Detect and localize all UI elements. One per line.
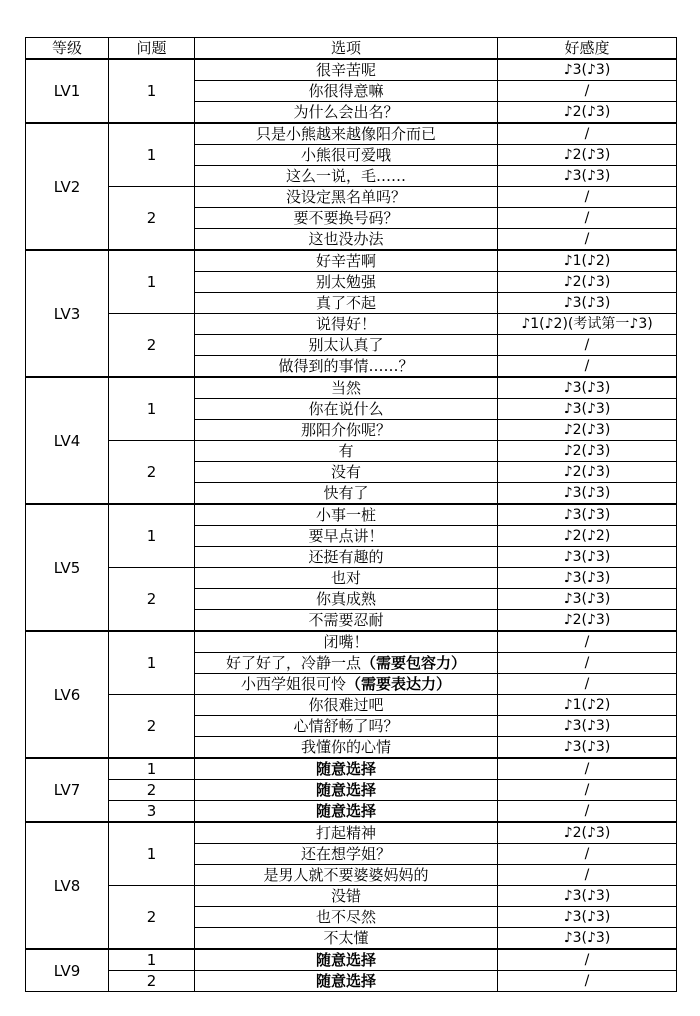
affection-cell: ♪3(♪3) [498, 399, 677, 420]
table-row [26, 187, 677, 208]
option-text: 小西学姐很可怜 [240, 675, 346, 693]
option-cell [195, 971, 498, 992]
affection-cell: ♪3(♪3) [498, 928, 677, 950]
option-cell [195, 526, 498, 547]
affection-cell: ♪3(♪3) [498, 737, 677, 759]
option-text: 不需要忍耐 [308, 611, 384, 629]
affection-cell: ♪2(♪3) [498, 441, 677, 462]
option-text: 没设定黑名单吗？ [285, 188, 406, 206]
option-text: 闭嘴！ [323, 633, 369, 651]
table-row [26, 695, 677, 716]
option-cell [195, 250, 498, 272]
option-cell [195, 589, 498, 610]
option-text: 打起精神 [315, 824, 376, 842]
affection-cell: ♪2(♪3) [498, 145, 677, 166]
option-cell [195, 865, 498, 886]
level-group [26, 631, 677, 758]
question-cell: 2 [109, 780, 195, 801]
affection-cell: ♪3(♪3) [498, 59, 677, 81]
option-cell [195, 102, 498, 124]
option-cell [195, 59, 498, 81]
option-cell [195, 145, 498, 166]
option-note: 随意选择 [315, 760, 376, 778]
table-row [26, 314, 677, 335]
header-row [26, 38, 677, 60]
affection-cell: / [498, 949, 677, 971]
level-cell: LV3 [26, 250, 109, 377]
question-cell: 2 [109, 695, 195, 759]
level-group [26, 504, 677, 631]
level-group [26, 59, 677, 123]
table-row [26, 504, 677, 526]
level-cell: LV1 [26, 59, 109, 123]
level-cell: LV9 [26, 949, 109, 992]
option-cell [195, 441, 498, 462]
header-option: 选项 [195, 38, 498, 60]
option-cell [195, 758, 498, 780]
option-text: 要不要换号码？ [293, 209, 399, 227]
affection-cell: / [498, 844, 677, 865]
affection-cell: ♪3(♪3) [498, 716, 677, 737]
affection-cell: / [498, 123, 677, 145]
option-text: 很辛苦呢 [315, 61, 376, 79]
option-note: 随意选择 [315, 802, 376, 820]
question-cell: 2 [109, 568, 195, 632]
question-cell: 3 [109, 801, 195, 823]
option-cell [195, 187, 498, 208]
option-cell [195, 844, 498, 865]
question-cell: 1 [109, 250, 195, 314]
option-text: 不太懂 [323, 929, 369, 947]
level-cell: LV6 [26, 631, 109, 758]
option-text: 有 [338, 442, 354, 460]
affection-cell: / [498, 780, 677, 801]
table-row [26, 631, 677, 653]
option-text: 你在说什么 [308, 400, 384, 418]
option-note: 随意选择 [315, 781, 376, 799]
affection-cell: ♪2(♪3) [498, 462, 677, 483]
option-text: 你很得意嘛 [308, 82, 384, 100]
option-text: 做得到的事情……？ [278, 357, 414, 375]
option-cell [195, 208, 498, 229]
option-cell [195, 653, 498, 674]
option-note: （需要包容力） [361, 654, 467, 672]
question-cell: 2 [109, 187, 195, 251]
option-cell [195, 737, 498, 759]
option-cell [195, 229, 498, 251]
option-note: 随意选择 [315, 951, 376, 969]
option-cell [195, 81, 498, 102]
affection-cell: ♪2(♪3) [498, 272, 677, 293]
question-cell: 1 [109, 59, 195, 123]
header-level: 等级 [26, 38, 109, 60]
option-cell [195, 949, 498, 971]
option-cell [195, 123, 498, 145]
option-text: 也不尽然 [315, 908, 376, 926]
table-row [26, 822, 677, 844]
level-cell: LV7 [26, 758, 109, 822]
option-cell [195, 780, 498, 801]
table-row [26, 250, 677, 272]
option-cell [195, 568, 498, 589]
option-cell [195, 504, 498, 526]
table-row [26, 758, 677, 780]
option-cell [195, 547, 498, 568]
option-cell [195, 483, 498, 505]
option-cell [195, 822, 498, 844]
table-row [26, 971, 677, 992]
question-cell: 1 [109, 377, 195, 441]
option-text: 小事一桩 [315, 506, 376, 524]
option-text: 只是小熊越来越像阳介而已 [255, 125, 436, 143]
table-row [26, 949, 677, 971]
option-text: 好辛苦啊 [315, 252, 376, 270]
level-group [26, 822, 677, 949]
table-row [26, 780, 677, 801]
option-text: 那阳介你呢？ [300, 421, 391, 439]
option-cell [195, 420, 498, 441]
option-text: 我懂你的心情 [300, 738, 391, 756]
affection-cell: ♪1(♪2) [498, 695, 677, 716]
option-cell [195, 928, 498, 950]
option-text: 是男人就不要婆婆妈妈的 [263, 866, 429, 884]
option-text: 你真成熟 [315, 590, 376, 608]
affection-cell: / [498, 631, 677, 653]
header-affection: 好感度 [498, 38, 677, 60]
affection-cell: ♪3(♪3) [498, 568, 677, 589]
affection-cell: / [498, 971, 677, 992]
option-text: 真了不起 [315, 294, 376, 312]
option-text: 没有 [330, 463, 361, 481]
affection-cell: ♪2(♪3) [498, 102, 677, 124]
option-note: （需要表达力） [346, 675, 452, 693]
option-cell [195, 399, 498, 420]
question-cell: 1 [109, 504, 195, 568]
option-cell [195, 293, 498, 314]
table-row [26, 441, 677, 462]
affection-cell: / [498, 81, 677, 102]
affection-cell: ♪3(♪3) [498, 377, 677, 399]
header-question: 问题 [109, 38, 195, 60]
affection-table [25, 37, 677, 992]
affection-cell: ♪3(♪3) [498, 886, 677, 907]
option-cell [195, 462, 498, 483]
option-text: 要早点讲！ [308, 527, 384, 545]
option-cell [195, 272, 498, 293]
affection-cell: ♪3(♪3) [498, 293, 677, 314]
table-row [26, 59, 677, 81]
option-cell [195, 886, 498, 907]
level-cell: LV4 [26, 377, 109, 504]
option-cell [195, 356, 498, 378]
level-group [26, 377, 677, 504]
option-cell [195, 166, 498, 187]
option-note: 随意选择 [315, 972, 376, 990]
affection-cell: ♪3(♪3) [498, 483, 677, 505]
option-text: 心情舒畅了吗？ [293, 717, 399, 735]
option-text: 别太勉强 [315, 273, 376, 291]
option-text: 也对 [330, 569, 361, 587]
option-text: 还挺有趣的 [308, 548, 384, 566]
affection-cell: / [498, 801, 677, 823]
affection-cell: ♪1(♪2)(考试第一♪3) [498, 314, 677, 335]
option-cell [195, 610, 498, 632]
question-cell: 2 [109, 971, 195, 992]
affection-cell: / [498, 674, 677, 695]
option-cell [195, 674, 498, 695]
option-cell [195, 377, 498, 399]
option-text: 这也没办法 [308, 230, 384, 248]
level-group [26, 758, 677, 822]
option-text: 小熊很可爱哦 [300, 146, 391, 164]
table-row [26, 801, 677, 823]
option-cell [195, 314, 498, 335]
affection-cell: ♪2(♪3) [498, 822, 677, 844]
question-cell: 2 [109, 441, 195, 505]
affection-cell: ♪3(♪3) [498, 547, 677, 568]
option-cell [195, 631, 498, 653]
option-text: 别太认真了 [308, 336, 384, 354]
table-row [26, 568, 677, 589]
level-cell: LV5 [26, 504, 109, 631]
affection-cell: / [498, 653, 677, 674]
option-text: 说得好！ [315, 315, 376, 333]
level-group [26, 123, 677, 250]
affection-cell: ♪2(♪3) [498, 610, 677, 632]
table-row [26, 123, 677, 145]
question-cell: 2 [109, 314, 195, 378]
level-group [26, 949, 677, 992]
level-cell: LV2 [26, 123, 109, 250]
option-cell [195, 716, 498, 737]
option-text: 没错 [330, 887, 361, 905]
affection-cell: / [498, 208, 677, 229]
question-cell: 1 [109, 822, 195, 886]
affection-cell: ♪3(♪3) [498, 504, 677, 526]
option-text: 当然 [330, 379, 361, 397]
affection-cell: ♪3(♪3) [498, 907, 677, 928]
affection-cell: / [498, 187, 677, 208]
table-row [26, 886, 677, 907]
option-cell [195, 907, 498, 928]
question-cell: 1 [109, 631, 195, 695]
option-cell [195, 801, 498, 823]
question-cell: 1 [109, 949, 195, 971]
option-text: 这么一说，毛…… [285, 167, 406, 185]
affection-cell: / [498, 335, 677, 356]
option-cell [195, 335, 498, 356]
question-cell: 2 [109, 886, 195, 950]
option-text: 还在想学姐？ [300, 845, 391, 863]
affection-cell: ♪3(♪3) [498, 166, 677, 187]
affection-cell: ♪2(♪2) [498, 526, 677, 547]
option-cell [195, 695, 498, 716]
option-text: 你很难过吧 [308, 696, 384, 714]
level-cell: LV8 [26, 822, 109, 949]
table-row [26, 377, 677, 399]
affection-cell: / [498, 758, 677, 780]
affection-cell: / [498, 229, 677, 251]
question-cell: 1 [109, 123, 195, 187]
affection-cell: / [498, 356, 677, 378]
affection-cell: ♪1(♪2) [498, 250, 677, 272]
option-text: 快有了 [323, 484, 369, 502]
affection-cell: / [498, 865, 677, 886]
affection-cell: ♪3(♪3) [498, 589, 677, 610]
affection-cell: ♪2(♪3) [498, 420, 677, 441]
option-text: 为什么会出名？ [293, 103, 399, 121]
option-text: 好了好了，冷静一点 [225, 654, 361, 672]
level-group [26, 250, 677, 377]
question-cell: 1 [109, 758, 195, 780]
